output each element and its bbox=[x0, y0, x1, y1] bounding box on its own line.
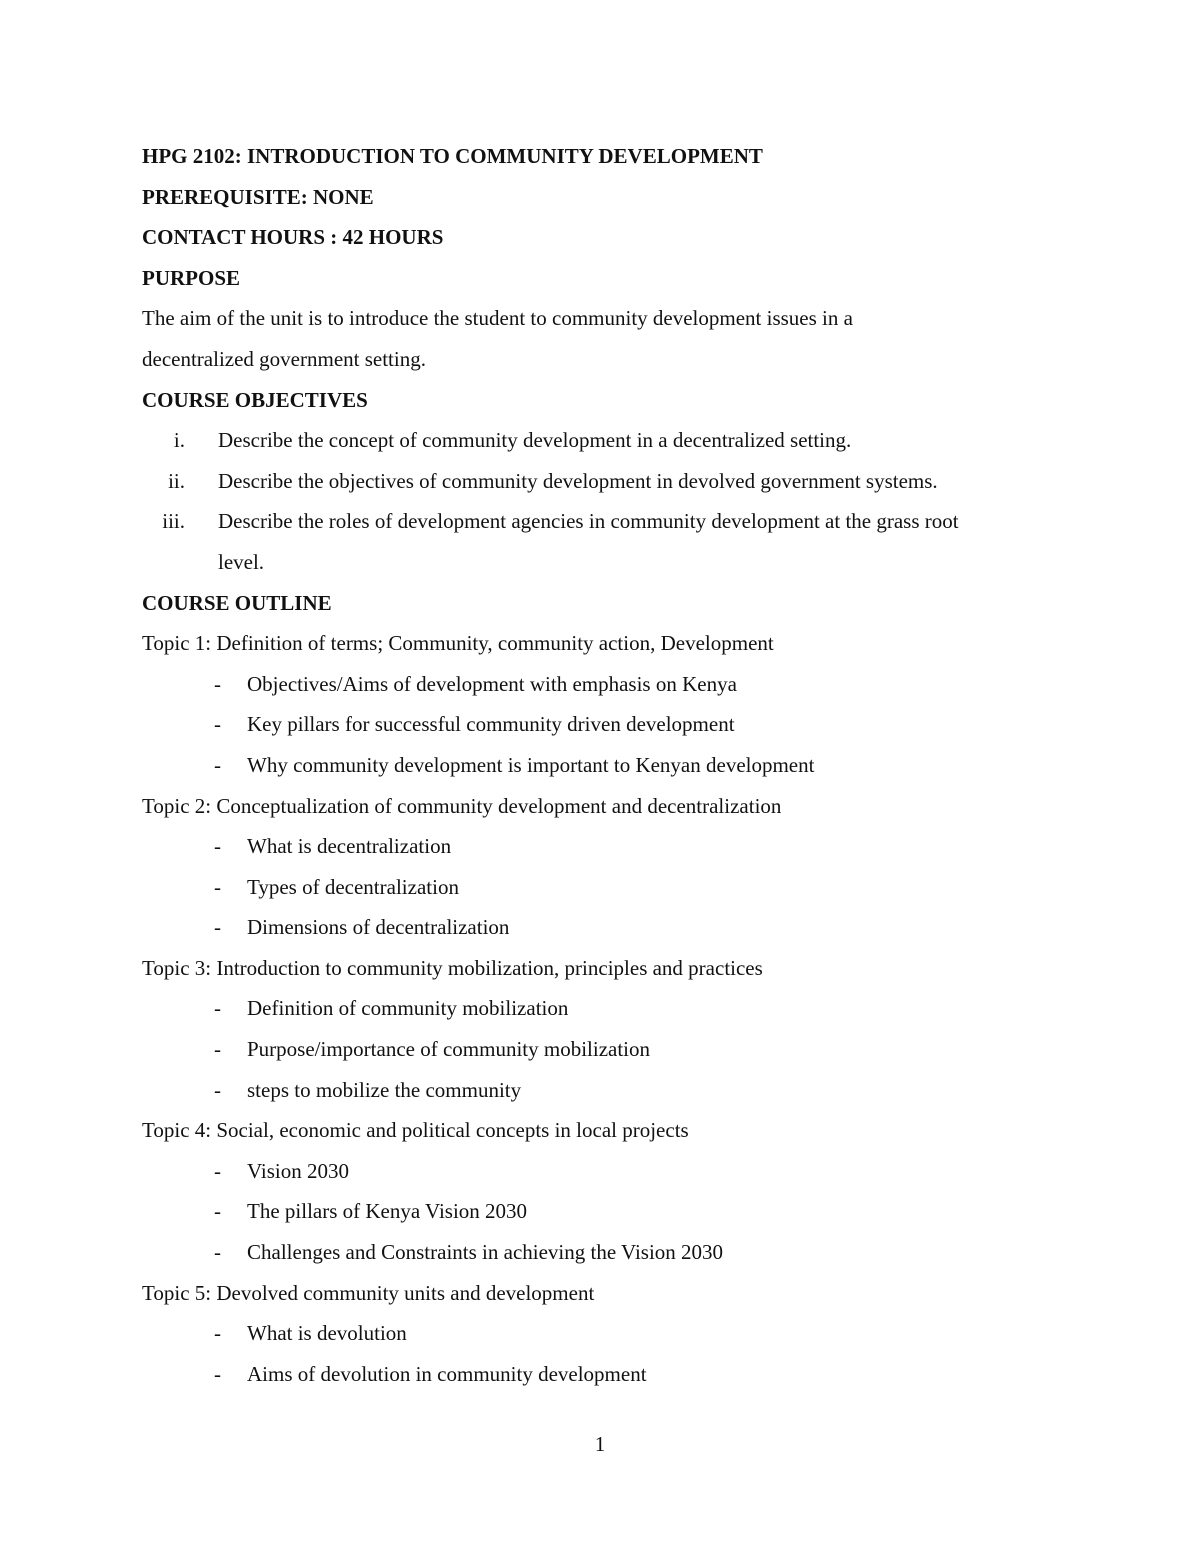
objective-text: Describe the concept of community development in a decentralized setting. bbox=[218, 428, 852, 453]
purpose-heading: PURPOSE bbox=[142, 265, 241, 290]
outline-heading: COURSE OUTLINE bbox=[142, 590, 332, 615]
subitem-text: Aims of devolution in community development bbox=[247, 1361, 647, 1386]
dash-bullet: - bbox=[214, 671, 221, 696]
topic-subitem bbox=[142, 1191, 1082, 1232]
objective-number: iii. bbox=[162, 509, 185, 534]
purpose-text-line: The aim of the unit is to introduce the student to community development issues in a bbox=[142, 306, 853, 331]
document-body bbox=[142, 136, 1082, 1394]
subitem-text: Definition of community mobilization bbox=[247, 996, 569, 1021]
objective-number: ii. bbox=[168, 468, 185, 493]
subitem-text: Challenges and Constraints in achieving the Vision 2030 bbox=[247, 1240, 724, 1265]
subitem-text: Vision 2030 bbox=[247, 1158, 349, 1183]
dash-bullet: - bbox=[214, 834, 221, 859]
dash-bullet: - bbox=[214, 915, 221, 940]
objective-text: Describe the objectives of community development in devolved government systems. bbox=[218, 468, 938, 493]
course-title: HPG 2102: INTRODUCTION TO COMMUNITY DEVELOPMENT bbox=[142, 144, 763, 168]
topic-title: Topic 2: Conceptualization of community development and decentralization bbox=[142, 793, 782, 818]
objective-text: Describe the roles of development agencies in community development at the grass root bbox=[218, 509, 959, 534]
objective-number: i. bbox=[173, 428, 185, 453]
subitem-text: Dimensions of decentralization bbox=[247, 915, 510, 940]
dash-bullet: - bbox=[214, 1361, 221, 1386]
topic-subitem bbox=[142, 1313, 1082, 1354]
objectives-heading: COURSE OBJECTIVES bbox=[142, 387, 368, 412]
topic-subitem bbox=[142, 1232, 1082, 1273]
dash-bullet: - bbox=[214, 1321, 221, 1346]
subitem-text: Objectives/Aims of development with emphasis on Kenya bbox=[247, 671, 737, 696]
subitem-text: What is decentralization bbox=[247, 834, 452, 859]
subitem-text: Why community development is important to Kenyan development bbox=[247, 752, 815, 777]
topic-subitem bbox=[142, 907, 1082, 948]
topic-title: Topic 1: Definition of terms; Community, community action, Development bbox=[142, 631, 774, 656]
subitem-text: The pillars of Kenya Vision 2030 bbox=[247, 1199, 528, 1224]
purpose-text-line: decentralized government setting. bbox=[142, 346, 426, 371]
topic-subitem bbox=[142, 1029, 1082, 1070]
subitem-text: Types of decentralization bbox=[247, 874, 459, 899]
dash-bullet: - bbox=[214, 874, 221, 899]
objective-item bbox=[142, 461, 1082, 502]
topic-subitem bbox=[142, 745, 1082, 786]
dash-bullet: - bbox=[214, 712, 221, 737]
objective-item bbox=[142, 420, 1082, 461]
dash-bullet: - bbox=[214, 996, 221, 1021]
subitem-text: Purpose/importance of community mobilization bbox=[247, 1037, 651, 1062]
dash-bullet: - bbox=[214, 1077, 221, 1102]
dash-bullet: - bbox=[214, 1158, 221, 1183]
dash-bullet: - bbox=[214, 1037, 221, 1062]
topic-subitem bbox=[142, 664, 1082, 705]
topic-subitem bbox=[142, 867, 1082, 908]
objective-continuation: level. bbox=[218, 549, 265, 574]
contact-hours-line: CONTACT HOURS : 42 HOURS bbox=[142, 225, 444, 250]
dash-bullet: - bbox=[214, 1199, 221, 1224]
topic-title: Topic 5: Devolved community units and development bbox=[142, 1280, 595, 1305]
topic-subitem bbox=[142, 826, 1082, 867]
topic-subitem bbox=[142, 1354, 1082, 1395]
topic-subitem bbox=[142, 704, 1082, 745]
objective-item bbox=[142, 501, 1082, 542]
topic-subitem bbox=[142, 1070, 1082, 1111]
topic-subitem bbox=[142, 1151, 1082, 1192]
dash-bullet: - bbox=[214, 752, 221, 777]
subitem-text: steps to mobilize the community bbox=[247, 1077, 522, 1102]
topic-subitem bbox=[142, 988, 1082, 1029]
prerequisite-line: PREREQUISITE: NONE bbox=[142, 184, 374, 209]
subitem-text: What is devolution bbox=[247, 1321, 407, 1346]
dash-bullet: - bbox=[214, 1240, 221, 1265]
subitem-text: Key pillars for successful community driven development bbox=[247, 712, 735, 737]
topic-title: Topic 3: Introduction to community mobilization, principles and practices bbox=[142, 955, 763, 980]
page-number: 1 bbox=[594, 1432, 606, 1456]
topic-title: Topic 4: Social, economic and political concepts in local projects bbox=[142, 1118, 689, 1143]
